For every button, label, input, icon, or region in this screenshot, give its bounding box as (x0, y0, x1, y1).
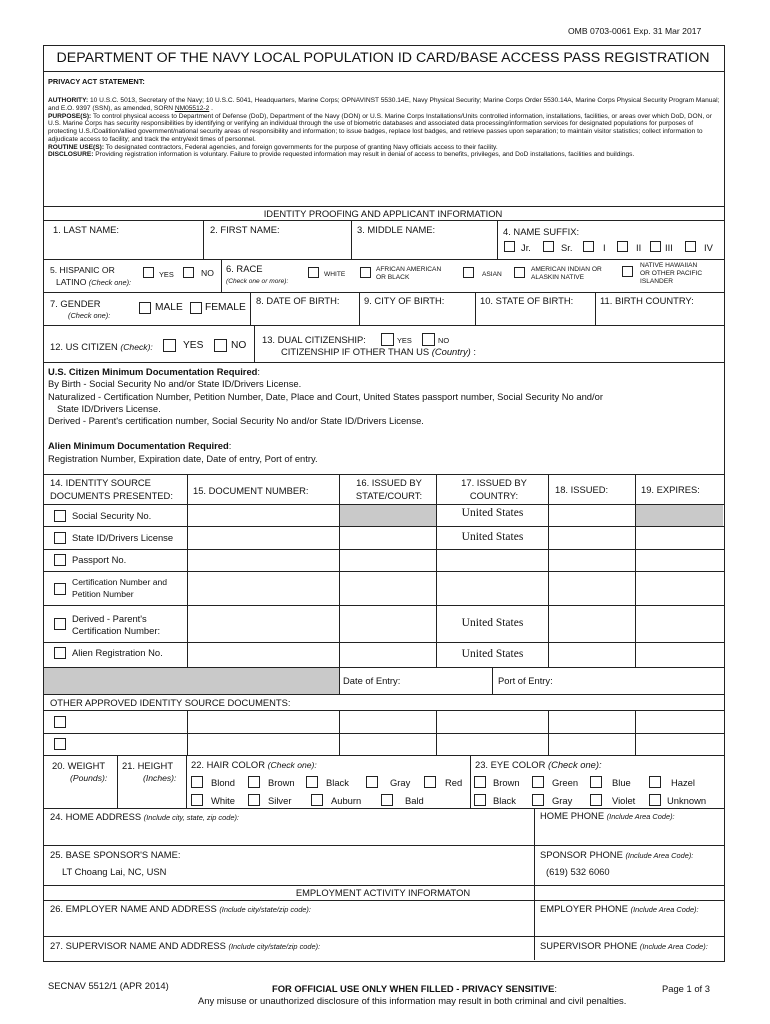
disclosure-label: DISCLOSURE: (48, 151, 94, 159)
doc-derived-label: Derived - Parent's Certification Number: (72, 613, 161, 637)
weight-label: 20. WEIGHT (52, 760, 106, 771)
name-suffix-label: 4. NAME SUFFIX: (503, 226, 580, 237)
omb-number: OMB 0703-0061 Exp. 31 Mar 2017 (568, 26, 702, 36)
doc-ssn-country: United States (461, 507, 524, 519)
suffix-ii-checkbox[interactable] (617, 241, 628, 252)
privacy-body: AUTHORITY: 10 U.S.C. 5013, Secretary of the Navy; 10 U.S.C. 5041, Headquarters, Marine Corps; OPNAVINST 5530.14E, Navy Physical Security; Marine Corps Order 5530.14A, Marine Corps Physical Security Program Manual; and E.O. 9397 (SSN), as amended, SORN NM05512-2 . PURPOSE(S): To control physical access to Department of Defense (DoD), Department of the Navy (DON) or U.S. Marine Corps Installations/Units controlled information, installations, facilities, or areas over which DoD, DON, or U.S. Marine Corps has security responsibilities by identifying or verifying an individual through the use of biometric databases and associated data processing/information services for designated populations for purposes of protecting U.S./Coalition/allied government/national security areas of responsibility and information; to issue badges, replace lost badges, and retrieve passes upon separation; to maintain visitor statistics; collect information to adjudicate access to facility; and track the entry/exit times of personnel. ROUTINE USE(S): To designated contractors, Federal agencies, and foreign governments for the purpose of granting Navy officials access to their facility. DISCLOSURE: Providing registration information is voluntary. Failure to provide requested information may result in denial of access to benefits, privileges, and DoD installations, facilities and buildings. (48, 97, 720, 159)
eye-unknown-checkbox[interactable] (649, 794, 661, 806)
sponsor-phone-label: SPONSOR PHONE (Include Area Code): (540, 849, 694, 860)
last-name-label: 1. LAST NAME: (53, 224, 119, 235)
doc-alien-checkbox[interactable] (54, 647, 66, 659)
hair-gray-label: Gray (390, 777, 411, 788)
doc-certification-label: Certification Number and Petition Number (72, 577, 168, 599)
sponsor-name-value: LT Choang Lai, NC, USN (62, 866, 167, 877)
eye-brown-label: Brown (493, 777, 520, 788)
other-doc-1-checkbox[interactable] (54, 716, 66, 728)
supervisor-phone-label: SUPERVISOR PHONE (Include Area Code): (540, 940, 708, 951)
suffix-i-label: I (603, 242, 606, 253)
hair-brown-label: Brown (268, 777, 295, 788)
hair-bald-label: Bald (405, 795, 424, 806)
gender-female-label: FEMALE (205, 302, 246, 313)
race-hawaiian-label: NATIVE HAWAIIAN OR OTHER PACIFIC ISLANDER (640, 262, 703, 285)
suffix-jr-label: Jr. (521, 242, 531, 253)
derived-text: Derived - Parent's certification number, Social Security No and/or State ID/Drivers License. (48, 415, 424, 426)
first-name-label: 2. FIRST NAME: (210, 224, 280, 235)
shaded-cell (340, 505, 437, 526)
identity-header: IDENTITY PROOFING AND APPLICANT INFORMATION (263, 208, 503, 219)
dual-no-checkbox[interactable] (422, 333, 435, 346)
eye-blue-label: Blue (612, 777, 631, 788)
height-unit: (Inches): (143, 773, 177, 783)
us-citizen-yes-checkbox[interactable] (163, 339, 176, 352)
height-label: 21. HEIGHT (122, 760, 174, 771)
suffix-jr-checkbox[interactable] (504, 241, 515, 252)
hair-auburn-checkbox[interactable] (311, 794, 323, 806)
race-african-checkbox[interactable] (360, 267, 371, 278)
port-of-entry-label: Port of Entry: (498, 675, 553, 686)
middle-name-label: 3. MIDDLE NAME: (357, 224, 436, 235)
hair-color-label: 22. HAIR COLOR (Check one): (191, 759, 317, 770)
col-issued-header: 18. ISSUED: (555, 484, 609, 495)
dob-label: 8. DATE OF BIRTH: (256, 295, 340, 306)
us-citizen-no-checkbox[interactable] (214, 339, 227, 352)
hair-silver-label: Silver (268, 795, 292, 806)
home-phone-label: HOME PHONE (Include Area Code): (540, 810, 675, 821)
hair-black-label: Black (326, 777, 349, 788)
hair-white-label: White (211, 795, 235, 806)
gender-check-note: (Check one): (68, 311, 111, 320)
dual-yes-checkbox[interactable] (381, 333, 394, 346)
hispanic-label-2: LATINO (Check one): (56, 277, 132, 287)
doc-derived-country: United States (461, 617, 524, 629)
eye-green-label: Green (552, 777, 579, 788)
home-address-label: 24. HOME ADDRESS (Include city, state, zip code): (50, 811, 239, 822)
race-label: 6. RACE (226, 263, 263, 274)
form-id: SECNAV 5512/1 (APR 2014) (48, 980, 169, 991)
race-asian-label: ASIAN (482, 271, 502, 278)
suffix-iv-checkbox[interactable] (685, 241, 696, 252)
form-title: DEPARTMENT OF THE NAVY LOCAL POPULATION ID CARD/BASE ACCESS PASS REGISTRATION (56, 50, 710, 66)
suffix-sr-checkbox[interactable] (543, 241, 554, 252)
weight-unit: (Pounds): (70, 773, 108, 783)
eye-green-checkbox[interactable] (532, 776, 544, 788)
doc-derived-checkbox[interactable] (54, 618, 66, 630)
purpose-text: To control physical access to Department of Defense (DoD), Department of the Navy (DON) or U.S. Marine Corps Installations/Units controlled information, installations, facilities, or areas over which DoD, DON, or U.S. Marine Corps has security responsibilities by identifying or verifying an individual through the use of biometric databases and associated data processing/information services for designated populations for purposes of protecting U.S./Coalition/allied government/national security areas of responsibility and information; to issue badges, replace lost badges, and retrieve passes upon separation; to maintain visitor statistics; collect information to adjudicate access to facility; and track the entry/exit times of personnel. (48, 112, 712, 143)
hispanic-no-checkbox[interactable] (183, 267, 194, 278)
alien-doc-text: Registration Number, Expiration date, Date of entry, Port of entry. (48, 453, 318, 464)
us-doc-heading: U.S. Citizen Minimum Documentation Required: (48, 366, 260, 377)
employer-phone-label: EMPLOYER PHONE (Include Area Code): (540, 903, 699, 914)
routine-text: To designated contractors, Federal agencies, and foreign governments for the purpose of granting Navy officials access to their facility. (105, 143, 498, 151)
race-white-checkbox[interactable] (308, 267, 319, 278)
citizenship-other-label: CITIZENSHIP IF OTHER THAN US (Country) : (281, 346, 477, 357)
gender-label: 7. GENDER (50, 298, 101, 309)
gender-male-label: MALE (155, 302, 183, 313)
hispanic-yes-label: YES (159, 270, 174, 279)
doc-passport-checkbox[interactable] (54, 554, 66, 566)
doc-license-checkbox[interactable] (54, 532, 66, 544)
supervisor-label: 27. SUPERVISOR NAME AND ADDRESS (Include city/state/zip code): (50, 940, 321, 951)
us-citizen-no-label: NO (231, 340, 247, 351)
eye-gray-checkbox[interactable] (532, 794, 544, 806)
sponsor-phone-value: (619) 532 6060 (546, 866, 610, 877)
naturalized-text-2: State ID/Drivers License. (57, 403, 161, 414)
race-african-label: AFRICAN AMERICAN OR BLACK (376, 266, 442, 281)
fouo-notice: FOR OFFICIAL USE ONLY WHEN FILLED - PRIVACY SENSITIVE: (272, 983, 557, 994)
naturalized-text: Naturalized - Certification Number, Petition Number, Date, Place and Court, United States passport number, Social Security No and/or (48, 391, 603, 402)
col-issued-state-header: 16. ISSUED BY STATE/COURT: (355, 477, 423, 501)
privacy-heading: PRIVACY ACT STATEMENT: (48, 77, 145, 86)
date-of-entry-label: Date of Entry: (343, 675, 401, 686)
doc-alien-country: United States (461, 648, 524, 660)
us-citizen-yes-label: YES (183, 340, 204, 351)
other-doc-2-checkbox[interactable] (54, 738, 66, 750)
eye-violet-checkbox[interactable] (590, 794, 602, 806)
eye-unknown-label: Unknown (667, 795, 707, 806)
hair-gray-checkbox[interactable] (366, 776, 378, 788)
hispanic-no-label: NO (201, 268, 214, 278)
by-birth-text: By Birth - Social Security No and/or State ID/Drivers License. (48, 378, 302, 389)
gender-female-checkbox[interactable] (190, 302, 202, 314)
dual-citizenship-label: 13. DUAL CITIZENSHIP: (262, 334, 366, 345)
doc-certification-checkbox[interactable] (54, 583, 66, 595)
hair-white-checkbox[interactable] (191, 794, 203, 806)
suffix-iii-label: III (665, 242, 673, 253)
doc-passport-label: Passport No. (72, 554, 127, 565)
suffix-iv-label: IV (704, 242, 713, 253)
purpose-label: PURPOSE(S): (48, 112, 92, 120)
routine-label: ROUTINE USE(S): (48, 143, 105, 151)
authority-text: 10 U.S.C. 5013, Secretary of the Navy; 10 U.S.C. 5041, Headquarters, Marine Corps; OPNAVINST 5530.14E, Navy Physical Security; Marine Corps Order 5530.14A, Marine Corps Physical Security Program Manual; and E.O. 9397 (SSN), as amended, SORN (48, 97, 720, 112)
us-citizen-label: 12. US CITIZEN (Check): (50, 341, 153, 352)
race-check-note: (Check one or more): (226, 278, 289, 285)
hair-auburn-label: Auburn (331, 795, 362, 806)
dual-yes-label: YES (397, 336, 412, 345)
hair-silver-checkbox[interactable] (248, 794, 260, 806)
city-birth-label: 9. CITY OF BIRTH: (364, 295, 445, 306)
race-white-label: WHITE (324, 271, 346, 278)
suffix-iii-checkbox[interactable] (650, 241, 661, 252)
sorn-link[interactable]: NM05512-2 (174, 104, 210, 112)
other-docs-label: OTHER APPROVED IDENTITY SOURCE DOCUMENTS: (50, 697, 291, 708)
suffix-ii-label: II (636, 242, 642, 253)
doc-license-country: United States (461, 531, 524, 543)
col-issued-country-header: 17. ISSUED BY COUNTRY: (461, 477, 527, 501)
hair-bald-checkbox[interactable] (381, 794, 393, 806)
race-amind-checkbox[interactable] (514, 267, 525, 278)
dual-no-label: NO (438, 336, 450, 345)
eye-color-label: 23. EYE COLOR (Check one): (475, 759, 602, 770)
employment-header: EMPLOYMENT ACTIVITY INFORMATON (295, 887, 471, 898)
eye-violet-label: Violet (612, 795, 636, 806)
race-asian-checkbox[interactable] (463, 267, 474, 278)
doc-ssn-checkbox[interactable] (54, 510, 66, 522)
eye-black-label: Black (493, 795, 516, 806)
hair-red-checkbox[interactable] (424, 776, 436, 788)
hispanic-label: 5. HISPANIC OR (50, 265, 115, 275)
hispanic-yes-checkbox[interactable] (143, 267, 154, 278)
col-identity-source-header: 14. IDENTITY SOURCE DOCUMENTS PRESENTED: (50, 477, 173, 501)
gender-male-checkbox[interactable] (139, 302, 151, 314)
state-birth-label: 10. STATE OF BIRTH: (480, 295, 574, 306)
hair-blond-label: Blond (211, 777, 235, 788)
hair-black-checkbox[interactable] (306, 776, 318, 788)
misuse-notice: Any misuse or unauthorized disclosure of this information may result in both criminal and civil penalties. (198, 995, 627, 1006)
eye-blue-checkbox[interactable] (590, 776, 602, 788)
eye-black-checkbox[interactable] (474, 794, 486, 806)
eye-gray-label: Gray (552, 795, 573, 806)
col-expires-header: 19. EXPIRES: (641, 484, 700, 495)
doc-ssn-label: Social Security No. (72, 510, 152, 521)
hair-red-label: Red (445, 777, 463, 788)
page-number: Page 1 of 3 (662, 983, 710, 994)
shaded-cell (636, 505, 723, 526)
eye-brown-checkbox[interactable] (474, 776, 486, 788)
hair-brown-checkbox[interactable] (248, 776, 260, 788)
disclosure-text: Providing registration information is voluntary. Failure to provide requested information may result in denial of access to benefits, privileges, and DoD installations, facilities and buildings. (95, 151, 635, 159)
race-amind-label: AMERICAN INDIAN OR ALASKIN NATIVE (531, 266, 602, 281)
doc-alien-label: Alien Registration No. (72, 647, 163, 658)
shaded-cell (44, 667, 340, 694)
suffix-sr-label: Sr. (561, 242, 573, 253)
sponsor-name-label: 25. BASE SPONSOR'S NAME: (50, 849, 181, 860)
race-hawaiian-checkbox[interactable] (622, 266, 633, 277)
eye-hazel-checkbox[interactable] (649, 776, 661, 788)
suffix-i-checkbox[interactable] (583, 241, 594, 252)
alien-doc-heading: Alien Minimum Documentation Required: (48, 440, 232, 451)
col-document-number-header: 15. DOCUMENT NUMBER: (193, 485, 309, 496)
employer-label: 26. EMPLOYER NAME AND ADDRESS (Include city/state/zip code): (50, 903, 311, 914)
hair-blond-checkbox[interactable] (191, 776, 203, 788)
authority-label: AUTHORITY: (48, 97, 89, 104)
country-birth-label: 11. BIRTH COUNTRY: (600, 295, 694, 306)
doc-license-label: State ID/Drivers License (72, 532, 174, 543)
eye-hazel-label: Hazel (671, 777, 695, 788)
